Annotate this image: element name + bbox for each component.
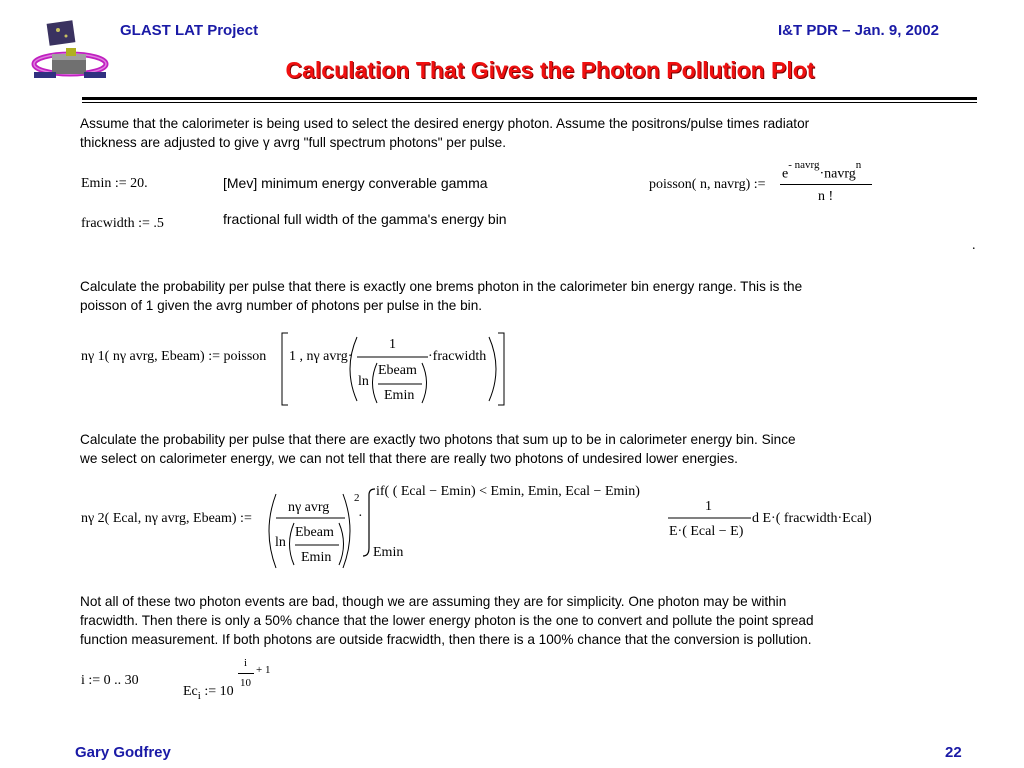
exp-denominator: 10 <box>240 677 251 689</box>
project-title: GLAST LAT Project <box>120 22 259 39</box>
eq1-emin: Emin <box>384 388 415 403</box>
eq2-power: 2 <box>354 492 360 504</box>
paragraph-4-line-2: fracwidth. Then there is only a 50% chance that the lower energy photon is the one to convert and pollute the point spread <box>80 613 814 628</box>
eq2-integral-lower: Emin <box>373 545 404 560</box>
paragraph-4-line-3: function measurement. If both photons are outside fracwidth, then there is a 100% chance that the conversion is pollution. <box>80 632 812 647</box>
emin-note: [Mev] minimum energy converable gamma <box>223 175 488 191</box>
paragraph-1-line-1: Assume that the calorimeter is being used to select the desired energy photon. Assume the positrons/pulse times radiator <box>80 116 810 131</box>
stray-dot: . <box>972 238 976 253</box>
paragraph-3-line-1: Calculate the probability per pulse that there are exactly two photons that sum up to be in calorimeter energy bin. Since <box>80 432 796 447</box>
range-i: i := 0 .. 30 <box>81 673 139 688</box>
eq1-ln: ln <box>358 374 369 389</box>
poisson-lhs: poisson( n, navrg) := <box>649 177 766 192</box>
event-date: I&T PDR – Jan. 9, 2002 <box>778 22 939 39</box>
author: Gary Godfrey <box>75 744 171 761</box>
fracwidth-note: fractional full width of the gamma's energy bin <box>223 211 507 227</box>
poisson-denominator: n ! <box>818 189 834 204</box>
eq1-lhs: nγ 1( nγ avrg, Ebeam) := poisson <box>81 349 267 364</box>
eq1-tail: ·fracwidth <box>428 349 487 364</box>
fracwidth-definition: fracwidth := .5 <box>81 216 164 231</box>
paragraph-2-line-2: poisson of 1 given the avrg number of photons per pulse in the bin. <box>80 298 483 313</box>
eq2-ln: ln <box>275 535 286 550</box>
eq1-one: 1 <box>389 337 396 352</box>
ec-subscript: i <box>197 689 201 702</box>
eq2-numerator: nγ avrg <box>288 500 330 515</box>
eq2-frac-num: 1 <box>705 499 712 514</box>
exp-fraction-bar <box>238 673 254 674</box>
paragraph-4-line-1: Not all of these two photon events are bad, though we are assuming they are for simplicity. One photon may be within <box>80 594 787 609</box>
paragraph-1-line-2: thickness are adjusted to give γ avrg "full spectrum photons" per pulse. <box>80 135 506 150</box>
exp-numerator: i <box>244 657 248 669</box>
ec-variable <box>183 684 234 702</box>
eq2-emin: Emin <box>301 550 332 565</box>
paragraph-3-line-2: we select on calorimeter energy, we can not tell that there are really two photons of undesired lower energies. <box>80 451 738 466</box>
paragraph-4 <box>80 592 980 649</box>
paragraph-2-line-1: Calculate the probability per pulse that there is exactly one brems photon in the calorimeter bin energy range. This is the <box>80 279 803 294</box>
ec-label: Ec <box>183 684 198 699</box>
poisson-navrg: ·navrg <box>819 166 856 182</box>
poisson-power: n <box>855 159 862 171</box>
eq2-integral-upper: if( ( Ecal − Emin) < Emin, Emin, Ecal − Emin) <box>376 484 640 499</box>
eq2-dot: · <box>358 509 363 524</box>
eq1-args: 1 , nγ avrg· <box>289 349 353 364</box>
eq2-lhs: nγ 2( Ecal, nγ avrg, Ebeam) := <box>81 511 252 526</box>
page-number: 22 <box>945 744 962 761</box>
eq2-ebeam: Ebeam <box>295 525 334 540</box>
emin-definition: Emin := 20. <box>81 176 148 191</box>
eq1-ebeam: Ebeam <box>378 363 417 378</box>
ec-assign: := 10 <box>204 684 234 699</box>
eq2-frac-den: E·( Ecal − E) <box>669 524 744 539</box>
exp-tail: + 1 <box>256 664 271 676</box>
poisson-e: e <box>782 166 789 182</box>
poisson-exponent: - navrg <box>788 159 820 171</box>
page-title: Calculation That Gives the Photon Pollution Plot <box>285 57 815 83</box>
eq2-differential: d E·( fracwidth·Ecal) <box>752 511 872 526</box>
